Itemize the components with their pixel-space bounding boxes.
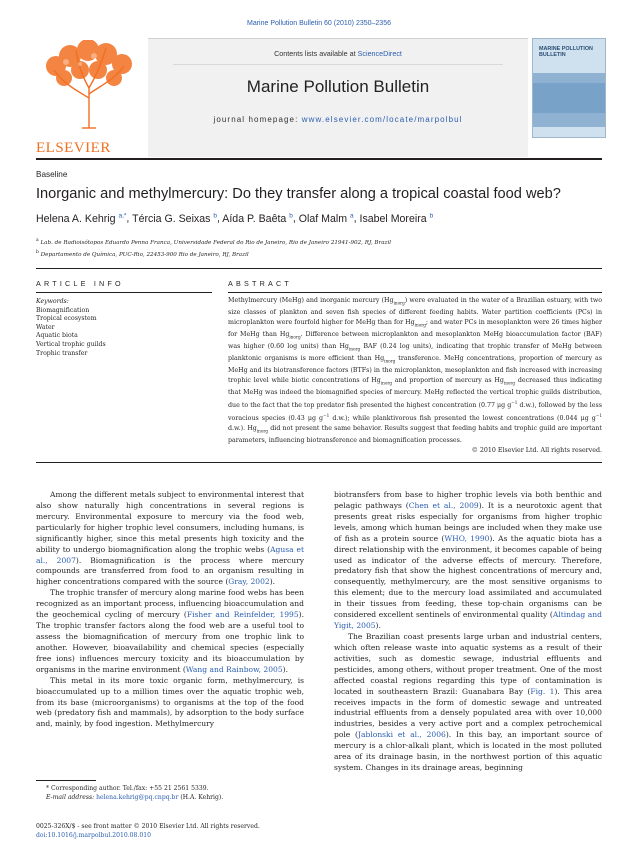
journal-homepage bbox=[148, 115, 528, 124]
citation-link[interactable]: Gray, 2002 bbox=[228, 577, 270, 587]
keywords-label: Keywords: bbox=[36, 298, 69, 305]
footnote-divider bbox=[36, 780, 96, 781]
author-list: Helena A. Kehrig $^{a,*}$, Tércia G. Seixas $^b$, Aída P. Baêta $^b$, Olaf Malm $^a$, Isabel Moreira $^b$ bbox=[36, 212, 434, 225]
author-affiliation-marker[interactable]: a,* bbox=[118, 212, 127, 219]
citation-link[interactable]: Chen et al., 2009 bbox=[408, 500, 479, 510]
abstract-underline bbox=[228, 292, 602, 293]
body-paragraph: The Brazilian coast presents large urban and industrial centers, which often release waste into aquatic systems as a result of their activities, such as domestic sewage, industrial effluents and pesticides, among others, without proper treatment. One of the most affected coastal regions regarding this type of contamination is located in southeastern Brazil: Guanabara Bay (Fig. 1). This area receives impacts in the form of domestic sewage and untreated industrial effluents from a densely populated area with over 10,000 industries, besides a very active port and a complex petrochemical pole (Jablonski et al., 2006). In this bay, an important source of mercury is a chlor-alkali plant, which is located in the most polluted area of its drainage basin, in the northwest portion of this aquatic system. Changes in its drainage areas, beginning bbox=[334, 631, 602, 773]
citation-link[interactable]: Altindag and Yigit, 2005 bbox=[334, 610, 602, 631]
article-info-heading: ARTICLE INFO bbox=[36, 279, 124, 288]
author-name: Olaf Malm $^a$ bbox=[298, 212, 354, 225]
author-name: Isabel Moreira $^b$ bbox=[359, 212, 434, 225]
affiliation-b: $^b$ Departamento de Química, PUC-Rio, 22453-900 Rio de Janeiro, RJ, Brazil bbox=[36, 250, 249, 258]
keyword: Vertical trophic guilds bbox=[36, 340, 106, 348]
doi-link[interactable]: doi:10.1016/j.marpolbul.2010.08.010 bbox=[36, 831, 151, 839]
citation-link[interactable]: Agusa et al., 2007 bbox=[36, 544, 304, 565]
author-affiliation-marker[interactable]: b bbox=[213, 212, 217, 219]
journal-header-box bbox=[148, 38, 528, 157]
citation-link[interactable]: WHO, 1990 bbox=[444, 533, 490, 543]
keyword: Tropical ecosystem bbox=[36, 315, 97, 323]
homepage-link[interactable]: www.elsevier.com/locate/marpolbul bbox=[301, 115, 463, 124]
abstract-bottom-divider bbox=[36, 462, 602, 463]
abstract-text: Methylmercury (MeHg) and inorganic mercury $(Hg_{inorg})$ were evaluated in the water of a Brazilian estuary, with two size classes of plankton and seven fish species of different feeding habits. Water partition coefficients (PCs) in microplankton were fourfold higher for MeHg than for $Hg_{inorg}$; and water PCs in mesoplankton were 26 times higher for MeHg than $Hg_{inorg}$. Difference between microplankton and mesoplankton MeHg bioaccumulation factor (BAF) was higher (0.60 log units) than $Hg_{inorg}$ BAF (0.24 log units), indicating that trophic transfer of MeHg between planktonic organisms is more efficient than $Hg_{inorg}$ transference. MeHg concentrations, proportion of mercury as MeHg and its biotransference factors (BTFs) in the microplankton, mesoplankton and fish increased with increasing trophic level while biotic concentrations of $Hg_{inorg}$ and proportion of mercury as $Hg_{inorg}$ decreased thus indicating that MeHg was indeed the biomagnified species of mercury. MeHg reflected the vertical trophic guilds distribution, due to the fact that the top predator fish presented the highest concentration (0.77 μg $g^{-1}$ d.w.), followed by the less voracious species (0.43 μg $g^{-1}$ d.w.); while planktivorous fish presented the lowest concentrations (0.044 μg $g^{-1}$ d.w.). $Hg_{inorg}$ did not present the same behavior. Results suggest that feeding habits and trophic guild are important parameters, influencing biotransference and biomagnification processes. © 2010 Elsevier Ltd. All rights reserved. bbox=[228, 297, 603, 454]
cover-band-overlay bbox=[533, 83, 605, 113]
issn-line: 0025-326X/$ - see front matter © 2010 Elsevier Ltd. All rights reserved. bbox=[36, 823, 260, 830]
abstract-heading: ABSTRACT bbox=[228, 279, 292, 288]
cover-title: MARINE POLLUTION BULLETIN bbox=[539, 46, 593, 58]
abstract-copyright: © 2010 Elsevier Ltd. All rights reserved. bbox=[471, 446, 602, 454]
keyword: Water bbox=[36, 323, 55, 331]
citation-link[interactable]: Jablonski et al., 2006 bbox=[358, 730, 446, 740]
homepage-prefix: journal homepage: bbox=[213, 115, 302, 124]
affiliations bbox=[36, 236, 606, 260]
contents-prefix: Contents lists available at bbox=[274, 49, 358, 58]
email-note: E-mail address: helena.kehrig@pq.cnpq.br (H.A. Kehrig). bbox=[46, 793, 224, 801]
keyword: Aquatic biota bbox=[36, 332, 78, 340]
body-paragraph: biotransfers from base to higher trophic levels via both benthic and pelagic pathways (Chen et al., 2009). It is a neurotoxic agent that presents great risks especially for organisms from higher trophic levels, among which human beings are included when they make use of fish as a protein source (WHO, 1990). As the aquatic biota has a direct relationship with the environment, it becomes capable of being used as indicator of the adverse effects of mercury. Therefore, predatory fish that show the highest concentrations of mercury and, consequently, methylmercury, are the most sensitive organisms to this element; due to the mercury load assimilated and accumulated in their tissues from feeding, these top-chain organisms can be considered excellent sentinels of environmental quality (Altindag and Yigit, 2005). bbox=[334, 490, 603, 631]
keywords bbox=[36, 298, 196, 358]
body-column-right bbox=[334, 490, 602, 774]
header-divider bbox=[36, 158, 602, 160]
author-name: Tércia G. Seixas $^b$ bbox=[132, 212, 217, 225]
body-paragraph: The trophic transfer of mercury along marine food webs has been recognized as an important process, influencing bioaccumulation and the geochemical cycling of mercury (Fisher and Reinfelder, 1995). The trophic transfer factors along the food web are a useful tool to assess the biomagnification of mercury from one trophic link to another. However, bioavailability and chemical species (especially free ions) influences mercury toxicity and its bioaccumulation by organisms in the marine environment (Wang and Rainbow, 2005). bbox=[36, 588, 305, 674]
footnotes bbox=[36, 785, 304, 803]
article-info-underline bbox=[36, 292, 212, 293]
journal-cover-image bbox=[532, 38, 606, 138]
author-affiliation-marker[interactable]: b bbox=[429, 212, 434, 219]
article-section: Baseline bbox=[36, 170, 68, 179]
body-paragraph: This metal in its more toxic organic form, methylmercury, is bioaccumulated up to a million times over the aquatic trophic web, from its base (microorganisms) to organisms at the top of the food web (predatory fish and mammals), by adsorption to the body surface and, mainly, by food ingestion. Methylmercury bbox=[36, 675, 304, 729]
author-name: Helena A. Kehrig $^{a,*}$ bbox=[36, 212, 127, 225]
footer-meta bbox=[36, 823, 336, 840]
journal-citation[interactable]: Marine Pollution Bulletin 60 (2010) 2350–2356 bbox=[247, 20, 391, 27]
contents-line bbox=[173, 49, 503, 65]
body-paragraph: Among the different metals subject to environmental interest that also show naturally high concentrations in several regions is mercury. Environmental exposure to mercury via the food web, particularly for higher trophic level consumers, including humans, is significantly higher, since this metal presents high toxicity and the ability to undergo biomagnification along the trophic webs (Agusa et al., 2007). Biomagnification is the process where mercury compounds are transferred from food to an organism resulting in higher concentrations compared with the source (Gray, 2002). bbox=[36, 490, 304, 587]
masthead bbox=[36, 32, 602, 154]
article-title: Inorganic and methylmercury: Do they transfer along a tropical coastal food web? bbox=[36, 186, 561, 202]
citation-link[interactable]: Wang and Rainbow, 2005 bbox=[185, 664, 283, 674]
publisher-wordmark: ELSEVIER bbox=[36, 140, 111, 156]
elsevier-tree-logo bbox=[36, 40, 144, 156]
figure-link[interactable]: Fig. 1 bbox=[530, 686, 555, 696]
author-name: Aída P. Baêta $^b$ bbox=[222, 212, 293, 225]
keyword: Biomagnification bbox=[36, 306, 90, 314]
author-affiliation-marker[interactable]: a bbox=[349, 212, 354, 219]
body-column-left bbox=[36, 490, 304, 730]
sciencedirect-link[interactable]: ScienceDirect bbox=[357, 49, 402, 58]
affiliation-a: $^a$ Lab. de Radioisótopos Eduardo Penna Franca, Universidade Federal do Rio de Janeiro, Rio de Janeiro 21941-902, RJ, Brazil bbox=[36, 238, 392, 246]
journal-name: Marine Pollution Bulletin bbox=[246, 77, 430, 96]
author-affiliation-marker[interactable]: b bbox=[289, 212, 293, 219]
citation-link[interactable]: Fisher and Reinfelder, 1995 bbox=[186, 610, 299, 620]
corresponding-author-note: * Corresponding author. Tel./fax: +55 21 2561 5339. bbox=[46, 785, 209, 792]
email-link[interactable]: helena.kehrig@pq.cnpq.br bbox=[96, 793, 179, 801]
info-divider bbox=[36, 268, 602, 269]
keyword: Trophic transfer bbox=[36, 349, 88, 357]
